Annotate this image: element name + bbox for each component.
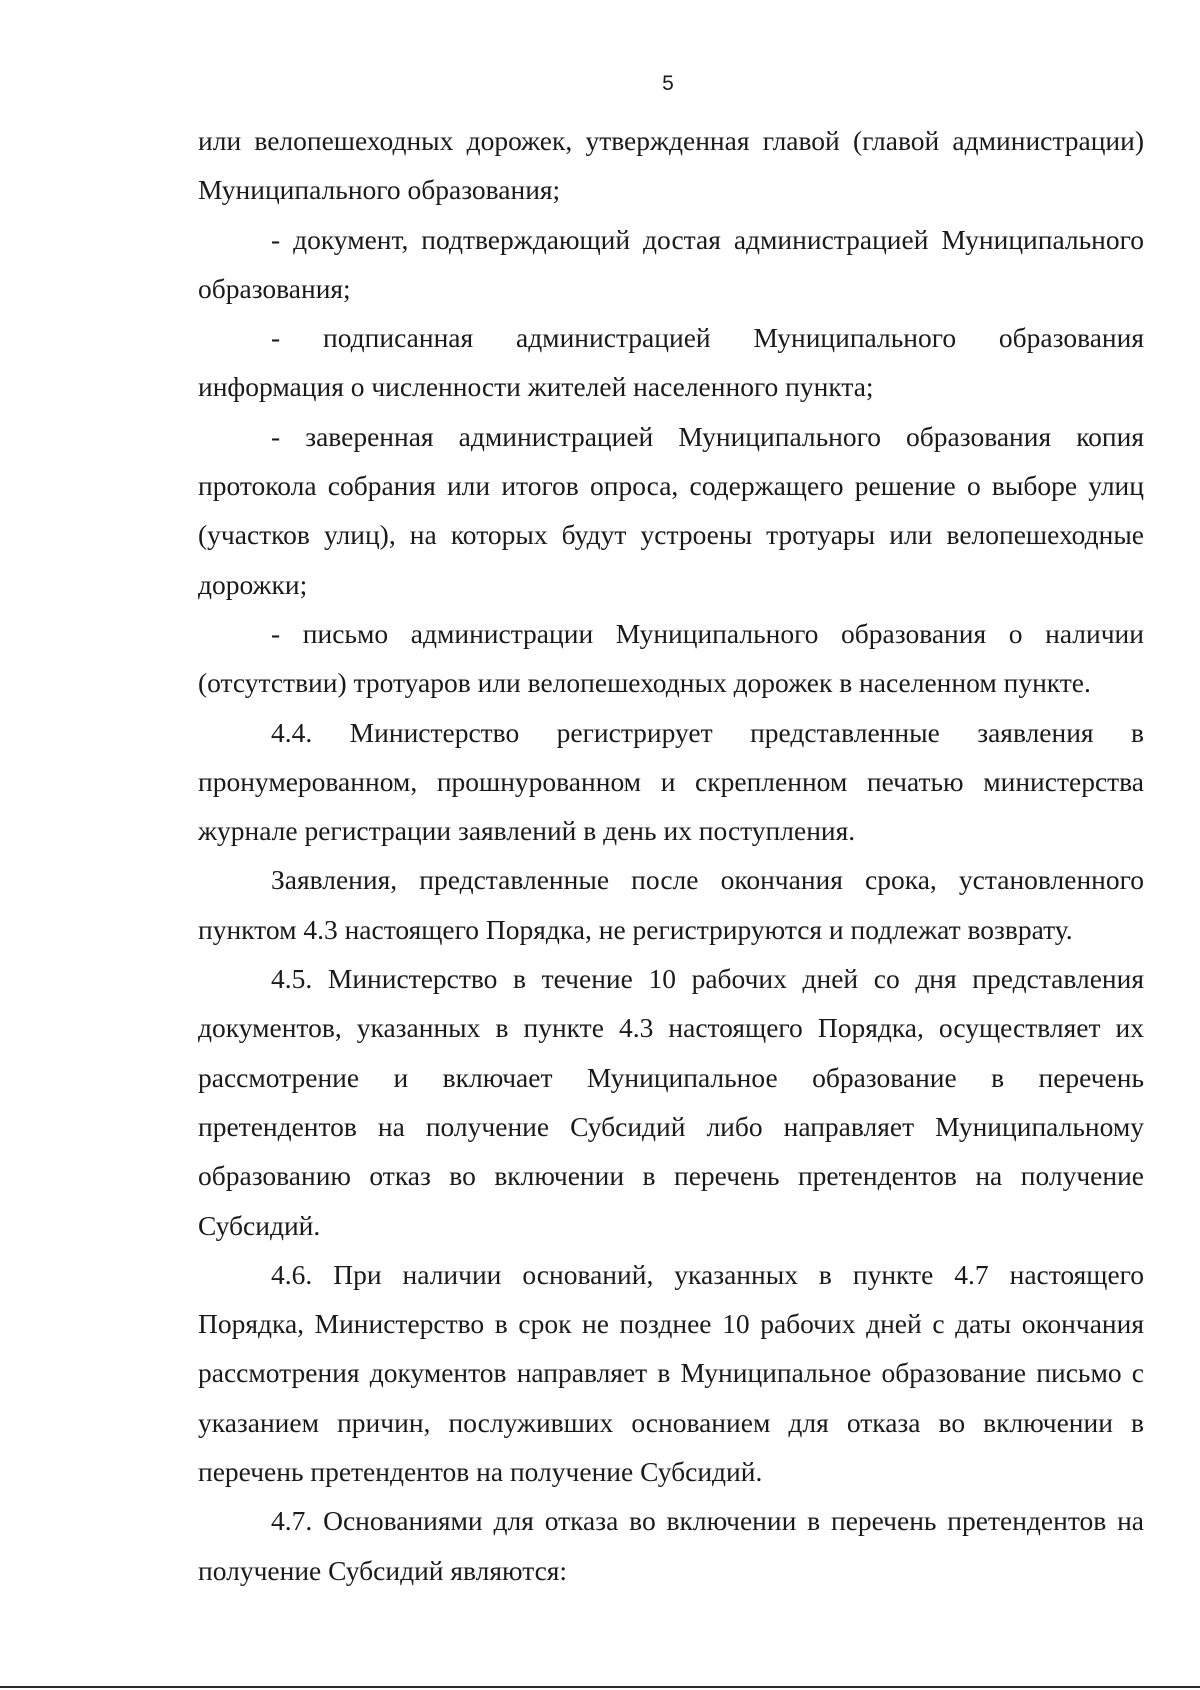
clause-4-7: 4.7. Основаниями для отказа во включении в перечень претендентов на получение Субсидий являются: <box>198 1505 1144 1586</box>
clause-4-4: 4.4. Министерство регистрирует представленные заявления в пронумерованном, прошнурованном и скрепленном печатью министерства журнале регистрации заявлений в день их поступления. <box>198 716 1144 847</box>
list-item-document-confirming: - документ, подтверждающий достая администрацией Муниципального образования; <box>198 223 1144 304</box>
list-item-population-info: - подписанная администрацией Муниципального образования информация о численности жителей населенного пункта; <box>198 322 1144 403</box>
document-body <box>198 116 1144 1595</box>
clause-4-4-late-applications: Заявления, представленные после окончания срока, установленного пунктом 4.3 настоящего Порядка, не регистрируются и подлежат возврату. <box>198 864 1144 945</box>
paragraph-continuation: или велопешеходных дорожек, утвержденная главой (главой администрации) Муниципального образования; <box>198 125 1144 206</box>
list-item-administration-letter: - письмо администрации Муниципального образования о наличии (отсутствии) тротуаров или велопешеходных дорожек в населенном пункте. <box>198 617 1144 699</box>
page-number: 5 <box>662 72 674 95</box>
clause-4-6: 4.6. При наличии оснований, указанных в пункте 4.7 настоящего Порядка, Министерство в срок не позднее 10 рабочих дней с даты окончания рассмотрения документов направляет в Муниципальное образование письмо с указанием причин, послуживших основанием для отказа во включении в перечень претендентов на получение Субсидий. <box>198 1258 1144 1488</box>
bottom-border-line <box>0 1686 1200 1688</box>
clause-4-5: 4.5. Министерство в течение 10 рабочих дней со дня представления документов, указанных в пункте 4.3 настоящего Порядка, осуществляет их рассмотрение и включает Муниципальное образование в перечень претендентов на получение Субсидий либо направляет Муниципальному образованию отказ во включении в перечень претендентов на получение Субсидий. <box>198 963 1144 1241</box>
list-item-meeting-protocol: - заверенная администрацией Муниципального образования копия протокола собрания или итогов опроса, содержащего решение о выборе улиц (участков улиц), на которых будут устроены тротуары или велопешеходные дорожки; <box>198 420 1144 600</box>
